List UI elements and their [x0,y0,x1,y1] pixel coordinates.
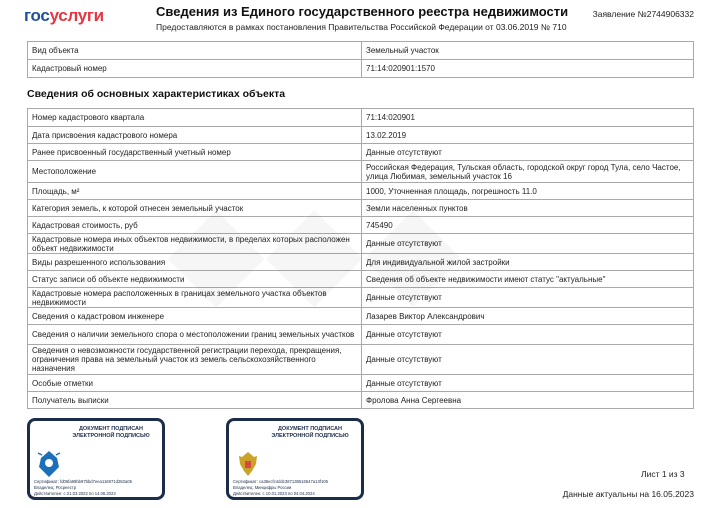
row-value: Земельный участок [362,42,694,60]
row-label: Местоположение [28,161,362,183]
row-value: 71:14:020901 [362,109,694,127]
row-value: Российская Федерация, Тульская область, городской округ город Тула, село Частое, улица Любимая, земельный участок 16 [362,161,694,183]
coat-of-arms-icon [235,449,261,479]
row-value: 71:14:020901:1570 [362,60,694,78]
page-counter: Лист 1 из 3 [641,469,685,479]
stamp-heading: ДОКУМЕНТ ПОДПИСАН ЭЛЕКТРОННОЙ ПОДПИСЬЮ [72,426,150,439]
rosreestr-emblem-icon [36,449,62,479]
row-label: Кадастровая стоимость, руб [28,217,362,234]
row-value: 1000, Уточненная площадь, погрешность 11.0 [362,183,694,200]
table-row [28,42,694,60]
summary-table [27,41,694,78]
e-signature-stamp [27,418,165,500]
row-label: Ранее присвоенный государственный учетный номер [28,144,362,161]
row-value: Земли населенных пунктов [362,200,694,217]
table-row [28,254,694,271]
row-value: Для индивидуальной жилой застройки [362,254,694,271]
row-label: Номер кадастрового квартала [28,109,362,127]
row-value: Данные отсутствуют [362,234,694,254]
table-row [28,60,694,78]
row-value: Данные отсутствуют [362,345,694,375]
row-label: Виды разрешенного использования [28,254,362,271]
table-row [28,345,694,375]
row-label: Особые отметки [28,375,362,392]
application-number: Заявление №2744906332 [592,9,694,19]
row-label: Сведения о наличии земельного спора о местоположении границ земельных участков [28,325,362,345]
row-label: Статус записи об объекте недвижимости [28,271,362,288]
row-value: Данные отсутствуют [362,288,694,308]
characteristics-table [27,108,694,409]
table-row [28,392,694,409]
gosuslugi-logo: госуслуги [24,6,104,25]
table-row [28,325,694,345]
stamp-validity: Действителен: с 10.01.2023 по 04.04.2024 [233,491,315,496]
table-row [28,271,694,288]
row-value: Данные отсутствуют [362,375,694,392]
section-title: Сведения об основных характеристиках объекта [27,88,286,100]
table-row [28,183,694,200]
stamp-validity: Действителен: с 21.03.2022 по 14.06.2023 [34,491,116,496]
stamp-owner: Владелец: Росреестр [34,485,77,490]
row-label: Сведения о невозможности государственной регистрации перехода, прекращения, ограничения права на земельный участок из земель сельскохозяйственного назначения [28,345,362,375]
row-label: Площадь, м² [28,183,362,200]
table-row [28,288,694,308]
row-label: Кадастровые номера расположенных в границах земельного участка объектов недвижимости [28,288,362,308]
stamp-certificate: Сертификат: ca36ecfc4ddc367138516547a13f106 [233,479,328,484]
row-label: Вид объекта [28,42,362,60]
row-label: Дата присвоения кадастрового номера [28,127,362,144]
table-row [28,161,694,183]
table-row [28,234,694,254]
row-label: Категория земель, к которой отнесен земельный участок [28,200,362,217]
table-row [28,375,694,392]
stamp-heading: ДОКУМЕНТ ПОДПИСАН ЭЛЕКТРОННОЙ ПОДПИСЬЮ [271,426,349,439]
row-label: Кадастровые номера иных объектов недвижимости, в пределах которых расположен объект недвижимости [28,234,362,254]
table-row [28,217,694,234]
table-row [28,200,694,217]
data-actual-date: Данные актуальны на 16.05.2023 [562,489,694,499]
table-row [28,109,694,127]
row-value: 13.02.2019 [362,127,694,144]
stamp-certificate: Сертификат: fd06fa99bb97bbd7eea116971d282a05 [34,479,132,484]
e-signature-stamp [226,418,364,500]
row-value: 745490 [362,217,694,234]
row-value: Лазарев Виктор Александрович [362,308,694,325]
row-value: Данные отсутствуют [362,144,694,161]
row-label: Получатель выписки [28,392,362,409]
table-row [28,308,694,325]
document-subtitle: Предоставляются в рамках постановления Правительства Российской Федерации от 03.06.2019 № 710 [156,22,567,32]
row-value: Фролова Анна Сергеевна [362,392,694,409]
document-title: Сведения из Единого государственного реестра недвижимости [156,4,569,19]
row-label: Сведения о кадастровом инженере [28,308,362,325]
table-row [28,127,694,144]
row-label: Кадастровый номер [28,60,362,78]
table-row [28,144,694,161]
row-value: Данные отсутствуют [362,325,694,345]
stamp-owner: Владелец: Минцифры России [233,485,292,490]
row-value: Сведения об объекте недвижимости имеют статус "актуальные" [362,271,694,288]
